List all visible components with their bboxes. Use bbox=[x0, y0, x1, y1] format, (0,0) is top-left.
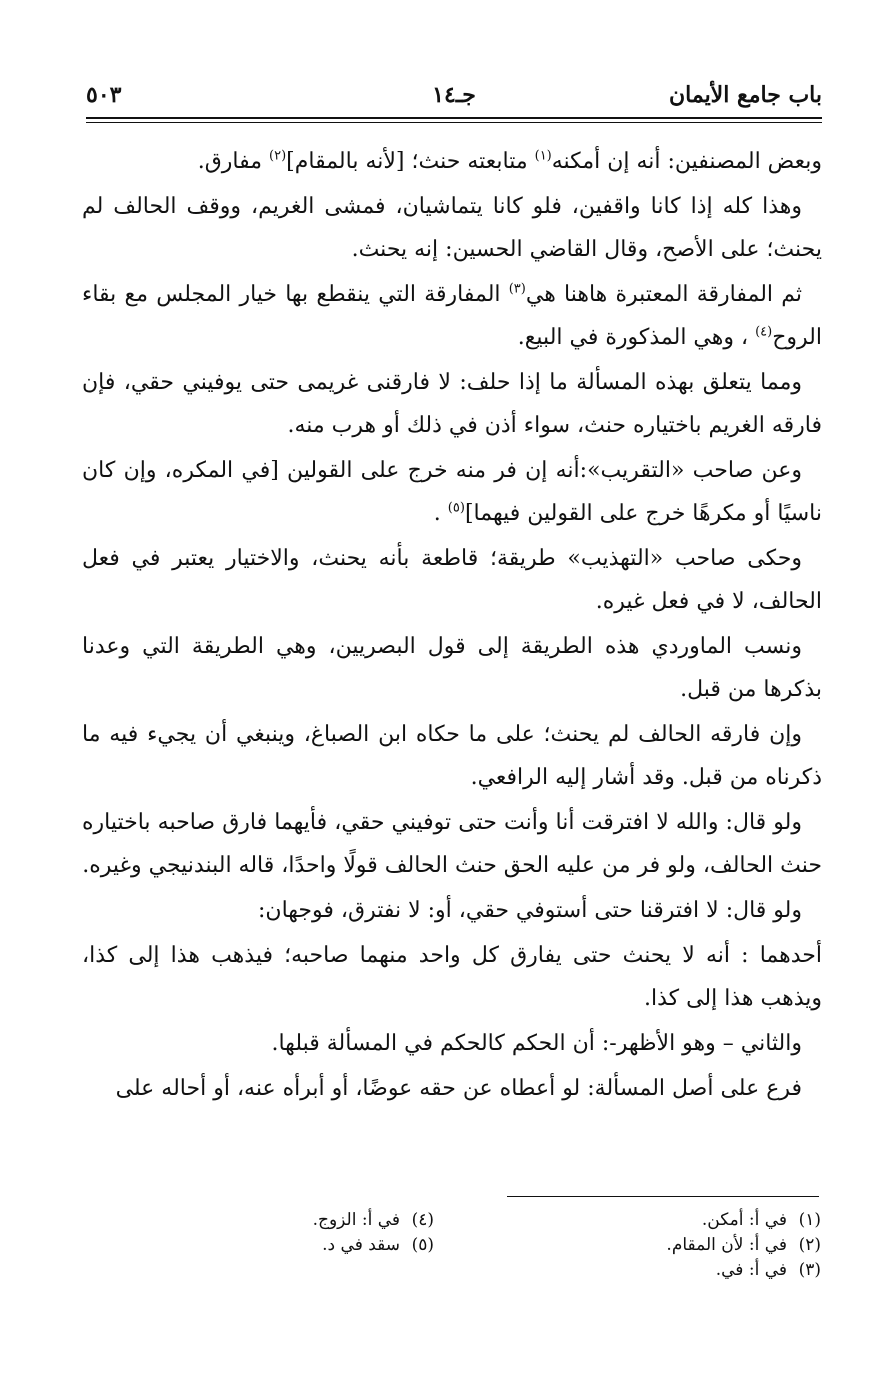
paragraph bbox=[82, 889, 822, 932]
footnote-marker: (٤) bbox=[755, 324, 773, 340]
footnote-number: (٥) bbox=[411, 1235, 434, 1255]
text-segment: ومما يتعلق بهذه المسألة ما إذا حلف: لا فارقنى غريمى حتى يوفيني حقي، فإن فارقه الغريم باختياره حنث، سواء أذن في ذلك أو هرب منه. bbox=[82, 370, 822, 438]
text-segment: والثاني – وهو الأظهر-: أن الحكم كالحكم في المسألة قبلها. bbox=[271, 1031, 802, 1056]
footnote-number: (١) bbox=[798, 1210, 821, 1230]
paragraph bbox=[82, 625, 822, 711]
footnote-text: في أ: في. bbox=[715, 1260, 787, 1280]
footnote-number: (٣) bbox=[798, 1260, 821, 1280]
footnote bbox=[551, 1233, 821, 1258]
footnote-text: في أ: الزوج. bbox=[312, 1210, 400, 1230]
volume-label: جـ١٤ bbox=[432, 82, 476, 108]
paragraph bbox=[82, 273, 822, 359]
footnote bbox=[551, 1258, 821, 1283]
paragraph bbox=[82, 1067, 822, 1110]
footnote bbox=[194, 1233, 434, 1258]
text-segment: وإن فارقه الحالف لم يحنث؛ على ما حكاه ابن الصباغ، وينبغي أن يجيء فيه ما ذكرناه من قبل. وقد أشار إليه الرافعي. bbox=[82, 722, 822, 790]
text-segment: متابعته حنث؛ [لأنه بالمقام] bbox=[286, 149, 535, 174]
text-segment: مفارق. bbox=[197, 149, 270, 174]
text-segment: ، وهي المذكورة في البيع. bbox=[517, 325, 756, 350]
paragraph bbox=[82, 361, 822, 447]
footnote bbox=[551, 1208, 821, 1233]
paragraph bbox=[82, 449, 822, 535]
running-header bbox=[86, 74, 822, 114]
text-segment: ثم المفارقة المعتبرة هاهنا هي bbox=[525, 282, 802, 307]
footnote-text: سقد في د. bbox=[322, 1235, 400, 1255]
text-segment: فرع على أصل المسألة: لو أعطاه عن حقه عوضًا، أو أبرأه عنه، أو أحاله على bbox=[115, 1076, 802, 1101]
main-text bbox=[82, 140, 822, 1112]
footnote-marker: (١) bbox=[534, 148, 552, 164]
text-segment: وبعض المصنفين: أنه إن أمكنه bbox=[551, 149, 822, 174]
paragraph bbox=[82, 801, 822, 887]
footnote-number: (٤) bbox=[411, 1210, 434, 1230]
text-segment: وهذا كله إذا كانا واقفين، فلو كانا يتماشيان، فمشى الغريم، ووقف الحالف لم يحنث؛ على الأصح، وقال القاضي الحسين: إنه يحنث. bbox=[82, 194, 822, 262]
footnote bbox=[194, 1208, 434, 1233]
paragraph bbox=[82, 934, 822, 1020]
footnote-marker: (٢) bbox=[269, 148, 287, 164]
paragraph bbox=[82, 713, 822, 799]
text-segment: . bbox=[433, 501, 448, 526]
text-segment: وعن صاحب «التقريب»:أنه إن فر منه خرج على القولين [في المكره، وإن كان ناسيًا أو مكرهًا خرج على القولين فيهما] bbox=[82, 458, 822, 526]
footnote-text: في أ: لأن المقام. bbox=[666, 1235, 787, 1255]
text-segment: وحكى صاحب «التهذيب» طريقة؛ قاطعة بأنه يحنث، والاختيار يعتبر في فعل الحالف، لا في فعل غيره. bbox=[82, 546, 822, 614]
paragraph bbox=[82, 1022, 822, 1065]
text-segment: أحدهما : أنه لا يحنث حتى يفارق كل واحد منهما صاحبه؛ فيذهب هذا إلى كذا، ويذهب هذا إلى كذا. bbox=[82, 943, 822, 1011]
header-rule-thick bbox=[86, 117, 822, 119]
footnote-separator bbox=[507, 1196, 819, 1197]
paragraph bbox=[82, 537, 822, 623]
footnote-marker: (٣) bbox=[508, 281, 526, 297]
footnote-text: في أ: أمكن. bbox=[701, 1210, 787, 1230]
paragraph bbox=[82, 185, 822, 271]
chapter-title: باب جامع الأيمان bbox=[668, 82, 822, 108]
text-segment: ونسب الماوردي هذه الطريقة إلى قول البصريين، وهي الطريقة التي وعدنا بذكرها من قبل. bbox=[82, 634, 822, 702]
page-number: ٥٠٣ bbox=[86, 82, 122, 108]
paragraph bbox=[82, 140, 822, 183]
footnotes-column-left bbox=[194, 1208, 434, 1258]
text-segment: ولو قال: والله لا افترقت أنا وأنت حتى توفيني حقي، فأيهما فارق صاحبه باختياره حنث الحالف، ولو فر من عليه الحق حنث الحالف قولًا واحدًا، قاله البندنيجي وغيره. bbox=[82, 810, 822, 878]
text-segment: ولو قال: لا افترقنا حتى أستوفي حقي، أو: لا نفترق، فوجهان: bbox=[258, 898, 802, 923]
footnotes-column-right bbox=[551, 1208, 821, 1283]
text-segment: المفارقة التي ينقطع بها خيار المجلس مع بقاء الروح bbox=[82, 282, 822, 350]
footnote-number: (٢) bbox=[798, 1235, 821, 1255]
header-rule-thin bbox=[86, 122, 822, 123]
footnote-marker: (٥) bbox=[447, 500, 465, 516]
